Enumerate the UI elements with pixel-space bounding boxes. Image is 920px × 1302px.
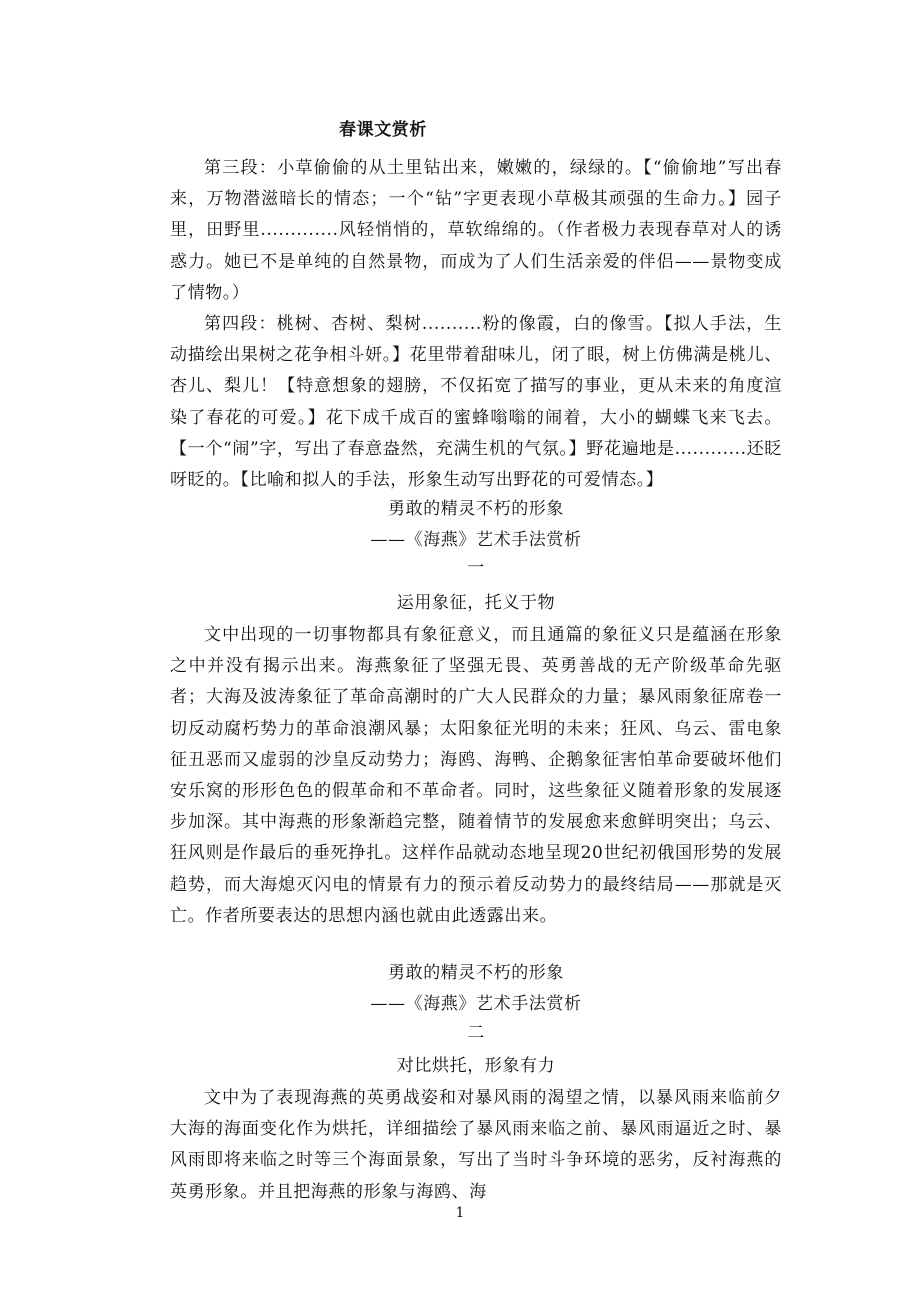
essay-subtitle: ——《海燕》艺术手法赏析 xyxy=(370,530,582,550)
section-symbolism-body xyxy=(170,620,782,932)
paragraph-symbolism: 文中出现的一切事物都具有象征意义，而且通篇的象征义只是蕴涵在形象之中并没有揭示出来。海燕象征了坚强无畏、英勇善战的无产阶级革命先驱者；大海及波涛象征了革命高潮时的广大人民群众的力量；暴风雨象征席卷一切反动腐朽势力的革命浪潮风暴；太阳象征光明的未来；狂风、乌云、雷电象征丑恶而又虚弱的沙皇反动势力；海鸥、海鸭、企鹅象征害怕革命要破坏他们安乐窝的形形色色的假革命和不革命者。同时，这些象征义随着形象的发展逐步加深。其中海燕的形象渐趋完整，随着情节的发展愈来愈鲜明突出；乌云、狂风则是作最后的垂死挣扎。这样作品就动态地呈现20世纪初俄国形势的发展趋势，而大海熄灭闪电的情景有力的预示着反动势力的最终结局——那就是灭亡。作者所要表达的思想内涵也就由此透露出来。 xyxy=(170,625,782,926)
essay-subtitle: ——《海燕》艺术手法赏析 xyxy=(370,994,582,1014)
paragraph-third: 第三段：小草偷偷的从土里钻出来，嫩嫩的，绿绿的。【“偷偷地”写出春来，万物潜滋暗长的情态；一个“钻”字更表现小草极其顽强的生命力。】园子里，田野里.............风轻悄悄的，草软绵绵的。（作者极力表现春草对人的诱惑力。她已不是单纯的自然景物，而成为了人们生活亲爱的伴侣——景物变成了情物。） xyxy=(170,158,782,303)
section-spring-body xyxy=(170,153,782,496)
part-heading: 对比烘托，形象有力 xyxy=(396,1056,556,1076)
part-number: 二 xyxy=(467,1023,485,1043)
section-title-spring: 春课文赏析 xyxy=(339,120,427,140)
paragraph-fourth: 第四段：桃树、杏树、梨树..........粉的像霞，白的像雪。【拟人手法，生动描绘出果树之花争相斗妍。】花里带着甜味儿，闭了眼，树上仿佛满是桃儿、杏儿、梨儿！【特意想象的翅膀，不仅拓宽了描写的事业，更从未来的角度渲染了春花的可爱。】花下成千成百的蜜蜂嗡嗡的闹着，大小的蝴蝶飞来飞去。【一个“闹”字，写出了春意盎然，充满生机的气氛。】野花遍地是............还眨呀眨的。【比喻和拟人的手法，形象生动写出野花的可爱情态。】 xyxy=(170,314,782,491)
part-number: 一 xyxy=(467,558,485,578)
section-contrast-body xyxy=(170,1083,782,1208)
paragraph-contrast: 文中为了表现海燕的英勇战姿和对暴风雨的渴望之情，以暴风雨来临前夕大海的海面变化作为烘托，详细描绘了暴风雨来临之前、暴风雨逼近之时、暴风雨即将来临之时等三个海面景象，写出了当时斗争环境的恶劣，反衬海燕的英勇形象。并且把海燕的形象与海鸥、海 xyxy=(170,1088,782,1202)
part-heading: 运用象征，托义于物 xyxy=(396,593,556,613)
essay-title: 勇敢的精灵不朽的形象 xyxy=(388,499,564,519)
essay-title: 勇敢的精灵不朽的形象 xyxy=(388,963,564,983)
page-number: 1 xyxy=(455,1205,465,1221)
